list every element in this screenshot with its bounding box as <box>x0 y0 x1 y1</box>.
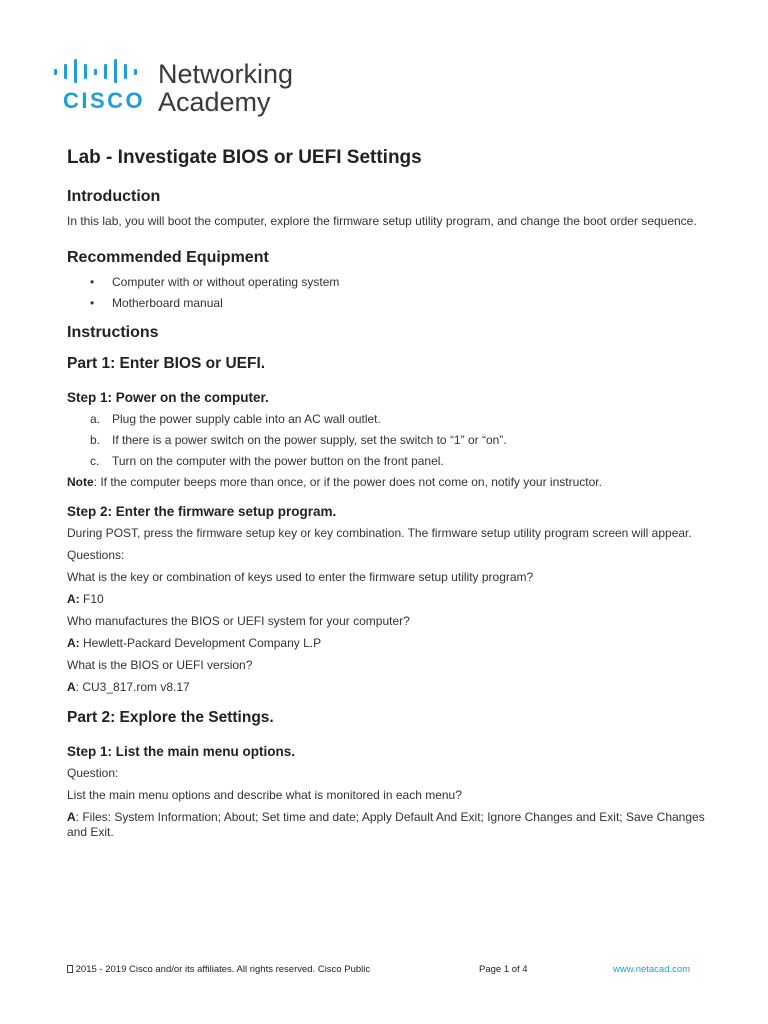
logo-bar <box>124 64 127 79</box>
part2-heading: Part 2: Explore the Settings. <box>67 709 274 726</box>
question-label: Question: <box>67 766 119 780</box>
part2-step1-heading: Step 1: List the main menu options. <box>67 744 296 759</box>
answer-label: A: <box>67 636 80 650</box>
list-marker: c. <box>90 454 100 468</box>
list-item <box>90 433 707 448</box>
logo-bar <box>94 69 97 75</box>
answer-3 <box>67 680 707 695</box>
logo-networking-text: Networking <box>158 59 294 89</box>
introduction-heading: Introduction <box>67 188 161 205</box>
questions-label: Questions: <box>67 548 125 562</box>
equipment-item: Computer with or without operating system <box>112 275 340 289</box>
logo-bar <box>74 59 77 83</box>
answer-label: A <box>67 810 76 824</box>
logo-cisco-wordmark: CISCO <box>63 88 146 113</box>
part1-step1-heading: Step 1: Power on the computer. <box>67 390 269 405</box>
step-text: Plug the power supply cable into an AC wall outlet. <box>112 412 381 426</box>
logo-bar <box>64 64 67 79</box>
cisco-bridge-bars-icon <box>52 57 150 83</box>
bullet-marker: • <box>90 275 95 289</box>
footer-url-link[interactable]: www.netacad.com <box>613 964 691 975</box>
list-marker: b. <box>90 433 101 447</box>
part1-step2-heading: Step 2: Enter the firmware setup program. <box>67 504 337 519</box>
question-main-menu: List the main menu options and describe what is monitored in each menu? <box>67 788 462 802</box>
logo-bar <box>84 64 87 79</box>
answer-label: A <box>67 680 76 694</box>
instructions-heading: Instructions <box>67 324 159 341</box>
answer-text: : Files: System Information; About; Set time and date; Apply Default And Exit; Ignore Changes and Exit; Save Changes and Exit. <box>67 810 705 839</box>
copyright-text: 2015 - 2019 Cisco and/or its affiliates. All rights reserved. Cisco Public <box>73 964 371 975</box>
logo-bar <box>104 64 107 79</box>
logo-bar <box>54 69 57 75</box>
part1-step1-list <box>90 412 707 469</box>
power-note <box>67 475 707 490</box>
footer-page-number: Page 1 of 4 <box>479 964 528 975</box>
step-text: If there is a power switch on the power supply, set the switch to “1” or “on”. <box>112 433 507 447</box>
equipment-item: Motherboard manual <box>112 296 223 310</box>
introduction-text: In this lab, you will boot the computer, explore the firmware setup utility program, and change the boot order sequence. <box>67 214 697 228</box>
list-item <box>90 412 707 427</box>
note-label: Note <box>67 475 94 489</box>
answer-1 <box>67 592 707 607</box>
question-2: Who manufactures the BIOS or UEFI system for your computer? <box>67 614 410 628</box>
list-item <box>90 275 707 290</box>
question-3: What is the BIOS or UEFI version? <box>67 658 253 672</box>
answer-label: A: <box>67 592 80 606</box>
logo-bar <box>114 59 117 83</box>
step-text: Turn on the computer with the power button on the front panel. <box>112 454 444 468</box>
answer-2 <box>67 636 707 651</box>
document-content <box>67 147 707 847</box>
answer-main-menu <box>67 810 707 840</box>
step2-intro: During POST, press the firmware setup key or key combination. The firmware setup utility program screen will appear. <box>67 526 692 540</box>
bullet-marker: • <box>90 296 95 310</box>
answer-text: : CU3_817.rom v8.17 <box>75 680 190 694</box>
logo-bar <box>134 69 137 75</box>
equipment-heading: Recommended Equipment <box>67 249 269 266</box>
footer-copyright <box>67 964 370 975</box>
list-item <box>90 296 707 311</box>
list-item <box>90 454 707 469</box>
page-title: Lab - Investigate BIOS or UEFI Settings <box>67 147 422 168</box>
answer-text: Hewlett-Packard Development Company L.P <box>79 636 322 650</box>
question-1: What is the key or combination of keys used to enter the firmware setup utility program? <box>67 570 534 584</box>
note-text: : If the computer beeps more than once, or if the power does not come on, notify your instructor. <box>93 475 602 489</box>
list-marker: a. <box>90 412 101 426</box>
part1-heading: Part 1: Enter BIOS or UEFI. <box>67 355 266 372</box>
logo-academy-text: Academy <box>158 87 271 117</box>
answer-text: F10 <box>79 592 104 606</box>
equipment-list <box>90 275 707 311</box>
